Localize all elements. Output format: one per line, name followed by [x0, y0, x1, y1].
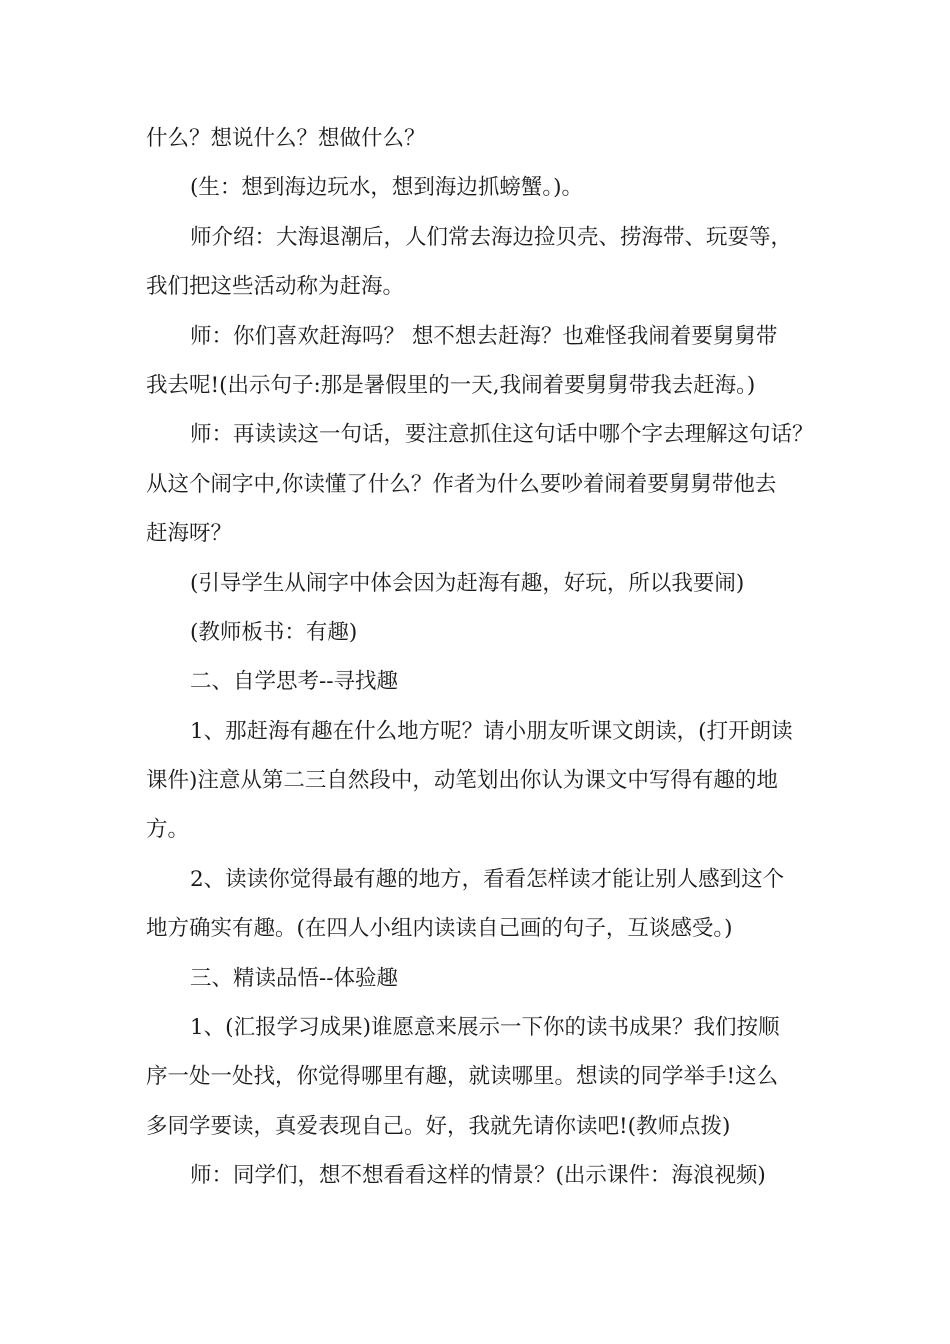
text-line: 师：你们喜欢赶海吗？ 想不想去赶海？也难怪我闹着要舅舅带 [190, 323, 778, 349]
text-line: 1、(汇报学习成果)谁愿意来展示一下你的读书成果？我们按顺 [190, 1015, 780, 1041]
text-line: 地方确实有趣。(在四人小组内读读自己画的句子，互谈感受。) [146, 916, 733, 942]
text-line: 什么？想说什么？想做什么？ [146, 126, 426, 151]
text-line: 赶海呀？ [146, 521, 233, 547]
text-line: 2、读读你觉得最有趣的地方，看看怎样读才能让别人感到这个 [190, 866, 785, 892]
text-line: 我们把这些活动称为赶海。 [146, 274, 405, 300]
text-line: 我去呢!(出示句子:那是暑假里的一天,我闹着要舅舅带我去赶海。) [146, 372, 756, 398]
text-line: 三、精读品悟--体验趣 [190, 965, 399, 991]
text-line: 师介绍：大海退潮后，人们常去海边捡贝壳、捞海带、玩耍等， [190, 224, 793, 250]
text-line: 方。 [146, 817, 190, 843]
text-line: 1、那赶海有趣在什么地方呢？请小朋友听课文朗读，(打开朗读 [190, 718, 793, 744]
text-line: 师：同学们，想不想看看这样的情景？(出示课件：海浪视频) [190, 1163, 766, 1189]
text-line: (教师板书：有趣) [190, 619, 358, 645]
text-line: 多同学要读，真爱表现自己。好，我就先请你读吧!(教师点拨) [146, 1113, 731, 1139]
text-line: (生：想到海边玩水，想到海边抓螃蟹。)。 [190, 175, 584, 201]
text-line: 课件)注意从第二三自然段中，动笔划出你认为课文中写得有趣的地 [146, 768, 778, 794]
text-line: (引导学生从闹字中体会因为赶海有趣，好玩，所以我要闹) [190, 570, 745, 596]
document-body [146, 114, 814, 1201]
text-line: 二、自学思考--寻找趣 [190, 669, 399, 695]
text-line: 师：再读读这一句话，要注意抓住这句话中哪个字去理解这句话？ [190, 422, 814, 448]
text-line: 从这个闹字中,你读懂了什么？作者为什么要吵着闹着要舅舅带他去 [146, 471, 777, 497]
text-line: 序一处一处找，你觉得哪里有趣，就读哪里。想读的同学举手!这么 [146, 1064, 779, 1090]
